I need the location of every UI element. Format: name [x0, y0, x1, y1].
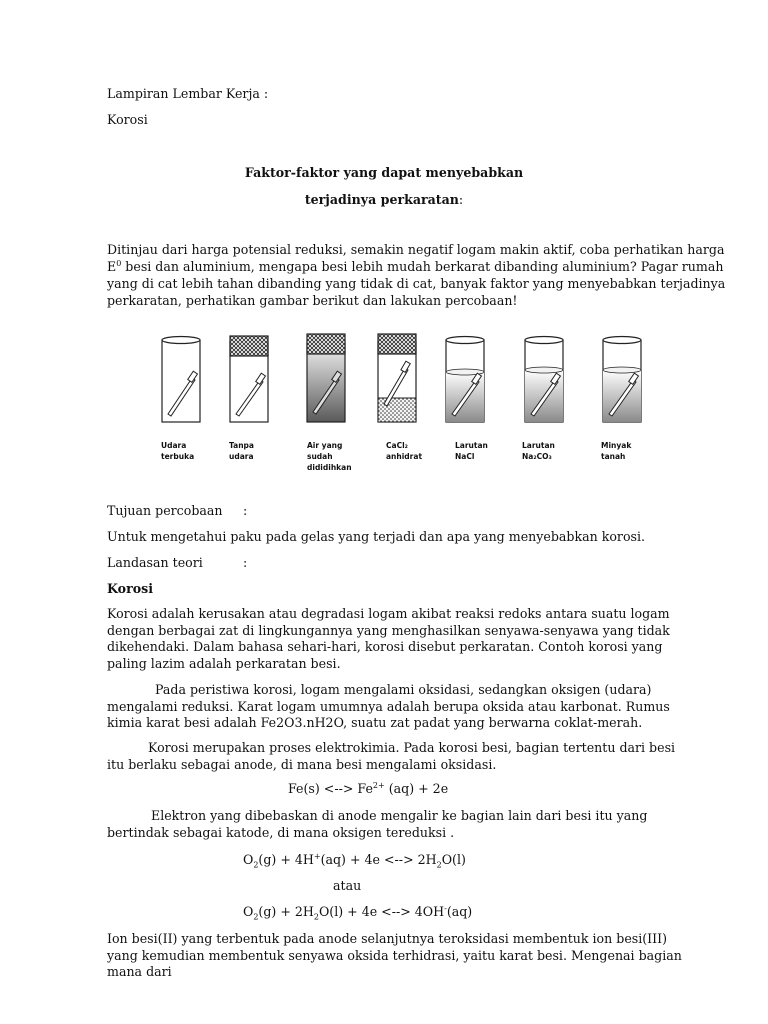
tube-larutan-nacl	[446, 337, 484, 423]
label-tanpa-udara	[229, 440, 254, 462]
theory-paragraph-3	[107, 740, 685, 773]
label-line: Udara	[161, 441, 187, 450]
theory-paragraph-4	[107, 808, 685, 841]
label-line: dididihkan	[307, 463, 352, 472]
equation-atau: atau	[333, 878, 362, 893]
equation-anode	[288, 781, 448, 797]
eq-subscript: 2	[313, 912, 319, 922]
goal-colon: :	[243, 503, 248, 518]
eq-subscript: 2	[253, 860, 259, 870]
theory-paragraph-5	[107, 931, 685, 981]
intro-line-3: yang di cat lebih tahan dibanding yang tidak di cat, banyak faktor yang menyebabkan terjadinya	[107, 276, 726, 291]
eq-superscript: +	[313, 851, 321, 861]
tube-air-dididihkan	[307, 334, 345, 422]
theory-colon: :	[243, 555, 248, 570]
e-superscript: 0	[116, 258, 122, 268]
eq-part: O(l) + 4e <--> 4OH	[318, 904, 445, 919]
eq-subscript: 2	[253, 912, 259, 922]
paragraph-text: Korosi merupakan proses elektrokimia. Pada korosi besi, bagian tertentu dari besi itu berlaku sebagai anode, di mana besi mengalami oksidasi.	[107, 740, 676, 772]
intro-line-2-text: besi dan aluminium, mengapa besi lebih mudah berkarat dibanding aluminium? Pagar rumah	[121, 259, 724, 274]
eq-part: (aq)	[446, 904, 473, 919]
label-line: Tanpa	[229, 441, 254, 450]
eq-part: O	[243, 904, 254, 919]
label-cacl2-anhidrat	[386, 440, 422, 462]
tube-tanpa-udara	[230, 336, 268, 422]
paragraph-text: Elektron yang dibebaskan di anode mengalir ke bagian lain dari besi itu yang bertindak sebagai katode, di mana oksigen tereduksi .	[107, 808, 648, 840]
intro-line-1: Ditinjau dari harga potensial reduksi, semakin negatif logam makin aktif, coba perhatikan harga	[107, 242, 725, 257]
goal-label: Tujuan percobaan	[107, 503, 223, 518]
equation-cathode-neutral	[243, 904, 472, 920]
label-line: terbuka	[161, 452, 195, 461]
goal-text: Untuk mengetahui paku pada gelas yang terjadi dan apa yang menyebabkan korosi.	[107, 529, 646, 544]
tube-larutan-na2co3	[525, 337, 563, 423]
eq-part: (aq) + 4e <--> 2H	[320, 852, 437, 867]
label-line: Larutan	[455, 441, 488, 450]
attachment-label: Lampiran Lembar Kerja :	[107, 86, 269, 101]
paragraph-text: Ion besi(II) yang terbentuk pada anode selanjutnya teroksidasi membentuk ion besi(III) yang kemudian membentuk senyawa oksida terhidrasi, yaitu karat besi. Mengenai bagian mana dari	[107, 931, 682, 979]
theory-paragraph-2	[107, 682, 685, 732]
e-symbol: E	[107, 259, 117, 274]
label-line: NaCl	[455, 452, 475, 461]
eq-superscript: -	[444, 903, 447, 913]
tube-cacl2-anhidrat	[378, 334, 416, 422]
label-line: CaCl₂	[386, 441, 408, 450]
tube-udara-terbuka	[162, 337, 200, 423]
label-minyak-tanah	[601, 440, 631, 462]
label-line: Minyak	[601, 441, 632, 450]
label-line: udara	[229, 452, 254, 461]
label-line: Na₂CO₃	[522, 452, 552, 461]
label-larutan-nacl	[455, 440, 488, 462]
eq-superscript: 2+	[372, 780, 385, 790]
eq-part: (g) + 2H	[258, 904, 314, 919]
label-line: Larutan	[522, 441, 555, 450]
eq-subscript: 2	[436, 860, 442, 870]
label-line: anhidrat	[386, 452, 423, 461]
label-line: tanah	[601, 452, 626, 461]
tube-minyak-tanah	[603, 337, 641, 423]
theory-paragraph-1	[107, 606, 685, 672]
label-udara-terbuka	[161, 440, 194, 462]
title-colon: :	[458, 192, 464, 207]
title-line-1: Faktor-faktor yang dapat menyebabkan	[244, 165, 524, 180]
title-line-2-text: terjadinya perkaratan	[304, 192, 459, 207]
theory-label: Landasan teori	[107, 555, 203, 570]
topic-label: Korosi	[107, 112, 148, 127]
paragraph-text: Korosi adalah kerusakan atau degradasi logam akibat reaksi redoks antara suatu logam dengan berbagai zat di lingkungannya yang menghasilkan senyawa-senyawa yang tidak dikehendaki. Dalam bahasa sehari-hari, korosi disebut perkaratan. Contoh korosi yang paling lazim adalah perkaratan besi.	[107, 606, 670, 671]
eq-part: (aq) + 2e	[384, 781, 449, 796]
intro-line-4: perkaratan, perhatikan gambar berikut dan lakukan percobaan!	[107, 293, 518, 308]
label-air-dididihkan	[307, 440, 352, 473]
label-line: Air yang	[307, 441, 343, 450]
theory-heading: Korosi	[107, 581, 153, 596]
label-larutan-na2co3	[522, 440, 555, 462]
eq-part: Fe(s) <--> Fe	[288, 781, 373, 796]
label-line: sudah	[307, 452, 333, 461]
eq-part: O	[243, 852, 254, 867]
paragraph-text: Pada peristiwa korosi, logam mengalami oksidasi, sedangkan oksigen (udara) mengalami reduksi. Karat logam umumnya adalah berupa oksida atau karbonat. Rumus kimia karat besi adalah Fe2O3.nH2O, suatu zat padat yang berwarna coklat-merah.	[107, 682, 670, 730]
eq-part: (g) + 4H	[258, 852, 314, 867]
equation-cathode-acid	[243, 852, 466, 868]
eq-part: O(l)	[441, 852, 466, 867]
